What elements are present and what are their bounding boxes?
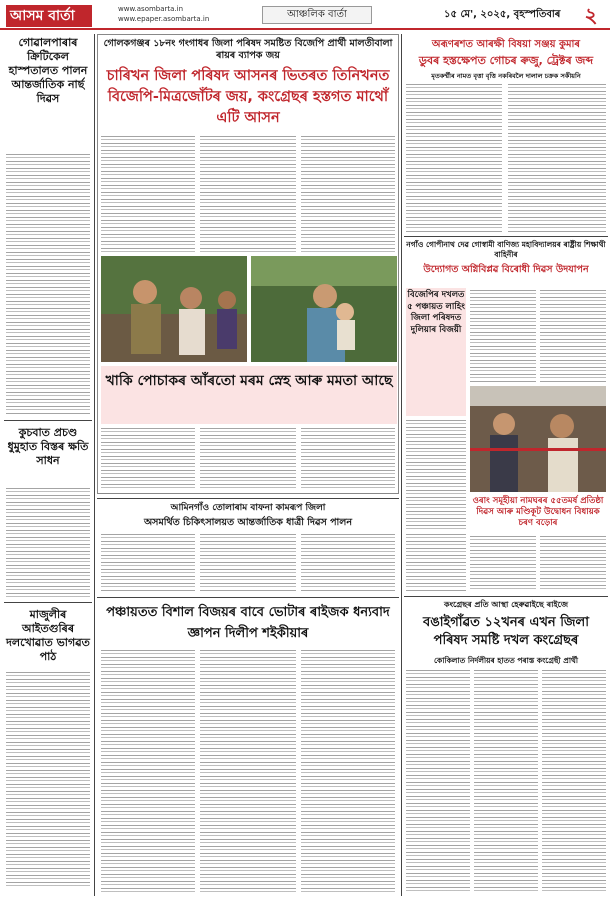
left-column [4, 36, 92, 894]
arakshi-body-col-2 [508, 84, 606, 232]
college-body-col-2 [540, 290, 606, 382]
panchayat-body-col-2 [200, 650, 296, 894]
nurse-body-col-3 [301, 534, 395, 592]
lahing-headline: বিজেপিৰ দখলত ৫ পঞ্চায়ত লাহিং জিলা পৰিষদত দুলিয়াৰ বিজয়ী [407, 290, 465, 335]
site-links [118, 4, 209, 24]
left-headline-3: মাজুলীৰ আইতগুৰিৰ দলখোৱাত ভাগৱত পাঠ [6, 608, 90, 663]
bongaigaon-body-col-3 [542, 670, 606, 894]
bongaigaon-top-rule [404, 596, 608, 597]
nurse-headline: অসমৰ্থিত চিকিৎসালয়ত আন্তৰ্জাতিক ধাত্ৰী দিৱস পালন [143, 517, 353, 528]
center-column-rule [401, 34, 402, 896]
main-body-col-2 [200, 136, 296, 252]
left-article-3-body [6, 672, 90, 888]
nurse-body-col-1 [101, 534, 195, 592]
bongaigaon-sub: কোকিলাত নিৰ্দলীয়ৰ হাতত পৰাস্ত কংগ্ৰেছী প্ৰাৰ্থী [433, 656, 579, 665]
main-kicker: গোলকগঞ্জৰ ১৮নং গংগাধৰ জিলা পৰিষদ সমষ্টিত বিজেপি প্ৰাৰ্থী মালতীবালা ৰায়ৰ ব্যাপক জয় [103, 38, 393, 61]
main-body-col-1 [101, 136, 195, 252]
arakshi-sub: মৃতকৰ্ম্মীৰ নামত বৃত্তা বৃত্তি নকৰিবলৈ দালাল চক্ৰক সকীয়নি [431, 72, 581, 80]
page-number: ২ [584, 3, 598, 27]
left-article-2-body [6, 488, 90, 598]
lahing-body [406, 420, 466, 530]
main-body-col-3 [301, 136, 395, 252]
left-column-rule [94, 34, 95, 896]
panchayat-headline: পঞ্চায়তত বিশাল বিজয়ৰ বাবে ভোটাৰ ৰাইজক ধন্যবাদ জ্ঞাপন দিলীপ শইকীয়াৰ [106, 605, 390, 641]
panchayat-body-col-3 [301, 650, 395, 894]
left-divider-1 [4, 420, 92, 421]
bongaigaon-body-col-1 [406, 670, 470, 894]
drainage-headline: ওৰাং সমূহীয়া নামঘৰৰ ৫৫তমৰ্ষ প্ৰতিষ্ঠা দিৱস আৰু মণ্ডিকূট উদ্বোধন বিধায়ক চৰণ বড়োৰ [472, 496, 604, 528]
newspaper-logo: আসম বার্তা [6, 5, 92, 27]
college-photo [470, 386, 606, 492]
drainage-body-col-2 [540, 536, 606, 592]
arakshi-headline: ডুবৰ হস্তক্ষেপত গোচৰ ৰুজু, ট্ৰেক্টৰ জব্দ [418, 54, 594, 67]
left-headline-2: কুচবাত প্ৰচণ্ড ধুমুহাত বিস্তৰ ক্ষতি সাধন [7, 426, 89, 467]
lahing-body-2 [406, 534, 466, 592]
college-top-rule [404, 236, 608, 237]
nurse-top-rule [97, 498, 399, 499]
drainage-body-col-1 [470, 536, 536, 592]
nurse-kicker: আমিনগাঁও তোলাৰাম বাফনা কামৰূপ জিলা [170, 503, 326, 513]
main-photo-2 [251, 256, 397, 362]
woman-with-child-photo [251, 256, 397, 362]
bongaigaon-kicker: কংগ্ৰেছৰ প্ৰতি আস্থা হেৰুৱাইছে ৰাইজে [443, 600, 568, 609]
main-photo-1 [101, 256, 247, 362]
ribbon-cutting-photo [470, 386, 606, 492]
police-body-col-2 [200, 428, 296, 490]
panchayat-top-rule [97, 597, 399, 598]
arakshi-kicker: অৰূণৰশত আৰক্ষী বিষয়া সঞ্জয় কুমাৰ [431, 39, 581, 50]
left-headline-1: গোৱালপাৰাৰ ক্ৰিটিকেল হাস্পতালত পালন আন্তৰ্জাতিক নাৰ্ছ দিৱস [8, 36, 88, 105]
main-headline: চাৰিখন জিলা পৰিষদ আসনৰ ভিতৰত তিনিখনত বিজেপি-মিত্ৰজোঁটৰ জয়, কংগ্ৰেছৰ হস্তগত মাথোঁ এটি আসন [106, 68, 390, 126]
left-divider-2 [4, 602, 92, 603]
police-body-col-3 [301, 428, 395, 490]
issue-date: ১৫ মে', ২০২৫, বৃহস্পতিবাৰ [444, 9, 561, 20]
bongaigaon-body-col-2 [474, 670, 538, 894]
site-link-1[interactable]: www.asombarta.in [118, 5, 184, 13]
bongaigaon-headline: বঙাইগাঁৱত ১২খনৰ এখন জিলা পৰিষদ সমষ্টি দখল কংগ্ৰেছৰ [422, 615, 590, 648]
college-kicker: নগাঁও গোপীনাথ দেৱ গোস্বামী বাণিজ্য মহাবিদ্যালয়ৰ ৰাষ্ট্ৰীয় শিক্ষাথী বাহিনীৰ [406, 240, 606, 259]
police-headline: খাকি পোচাকৰ আঁৰতো মৰম স্নেহ আৰু মমতা আছে [105, 373, 393, 389]
college-body-col-1 [470, 290, 536, 382]
section-label: আঞ্চলিক বাৰ্তা [262, 6, 372, 24]
police-body-col-1 [101, 428, 195, 490]
site-link-2[interactable]: www.epaper.asombarta.in [118, 15, 210, 23]
panchayat-body-col-1 [101, 650, 195, 894]
nurse-body-col-2 [200, 534, 296, 592]
left-article-1-body [6, 154, 90, 416]
police-officer-photo [101, 256, 247, 362]
college-headline: উদ্যোগত অগ্নিবিপ্লৱ বিৰোধী দিৱস উদযাপন [423, 264, 589, 275]
arakshi-body-col-1 [406, 84, 502, 232]
